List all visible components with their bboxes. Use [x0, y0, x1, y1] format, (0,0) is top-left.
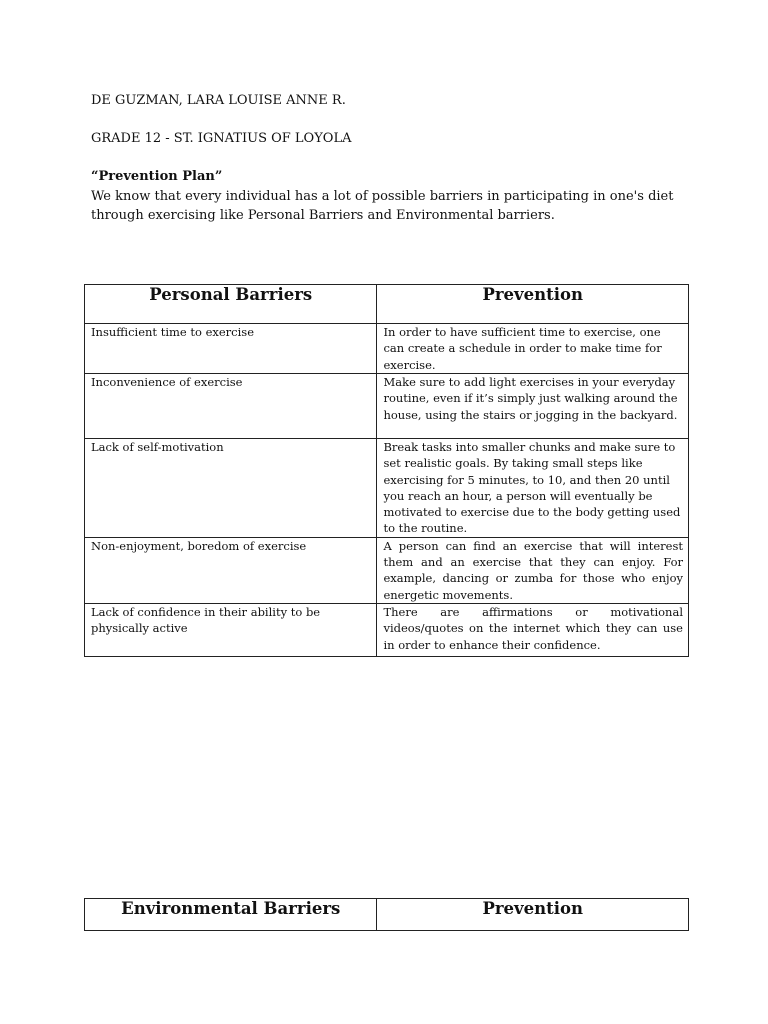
prevention-cell: A person can find an exercise that will interest them and an exercise that they can enjoy. For example, dancing or zumba for those who enjoy energetic movements.	[377, 537, 689, 603]
table-row	[85, 374, 689, 439]
table-row	[85, 439, 689, 538]
prevention-header: Prevention	[377, 285, 689, 324]
table-header-row	[85, 899, 689, 931]
barrier-cell: Insufficient time to exercise	[85, 324, 377, 374]
barrier-cell: Non-enjoyment, boredom of exercise	[85, 537, 377, 603]
grade-section: GRADE 12 - ST. IGNATIUS OF LOYOLA	[91, 131, 352, 146]
prevention-cell: Break tasks into smaller chunks and make sure to set realistic goals. By taking small steps like exercising for 5 minutes, to 10, and then 20 until you reach an hour, a person will eventually be motivated to exercise due to the body getting used to the routine.	[377, 439, 689, 538]
table-row	[85, 537, 689, 603]
personal-barriers-table	[84, 284, 689, 657]
table-row	[85, 324, 689, 374]
document-title: “Prevention Plan”	[91, 169, 223, 184]
table-row	[85, 603, 689, 656]
environmental-barriers-header: Environmental Barriers	[85, 899, 377, 931]
prevention-cell: In order to have sufficient time to exercise, one can create a schedule in order to make time for exercise.	[377, 324, 689, 374]
prevention-header: Prevention	[377, 899, 689, 931]
environmental-barriers-table	[84, 898, 689, 931]
barrier-cell: Lack of confidence in their ability to be physically active	[85, 603, 377, 656]
prevention-cell: There are affirmations or motivational videos/quotes on the internet which they can use in order to enhance their confidence.	[377, 603, 689, 656]
intro-paragraph: We know that every individual has a lot of possible barriers in participating in one's diet through exercising like Personal Barriers and Environmental barriers.	[91, 189, 674, 223]
barrier-cell: Inconvenience of exercise	[85, 374, 377, 439]
personal-barriers-header: Personal Barriers	[85, 285, 377, 324]
prevention-cell: Make sure to add light exercises in your everyday routine, even if it’s simply just walking around the house, using the stairs or jogging in the backyard.	[377, 374, 689, 439]
student-name: DE GUZMAN, LARA LOUISE ANNE R.	[91, 93, 346, 108]
table-header-row	[85, 285, 689, 324]
barrier-cell: Lack of self-motivation	[85, 439, 377, 538]
